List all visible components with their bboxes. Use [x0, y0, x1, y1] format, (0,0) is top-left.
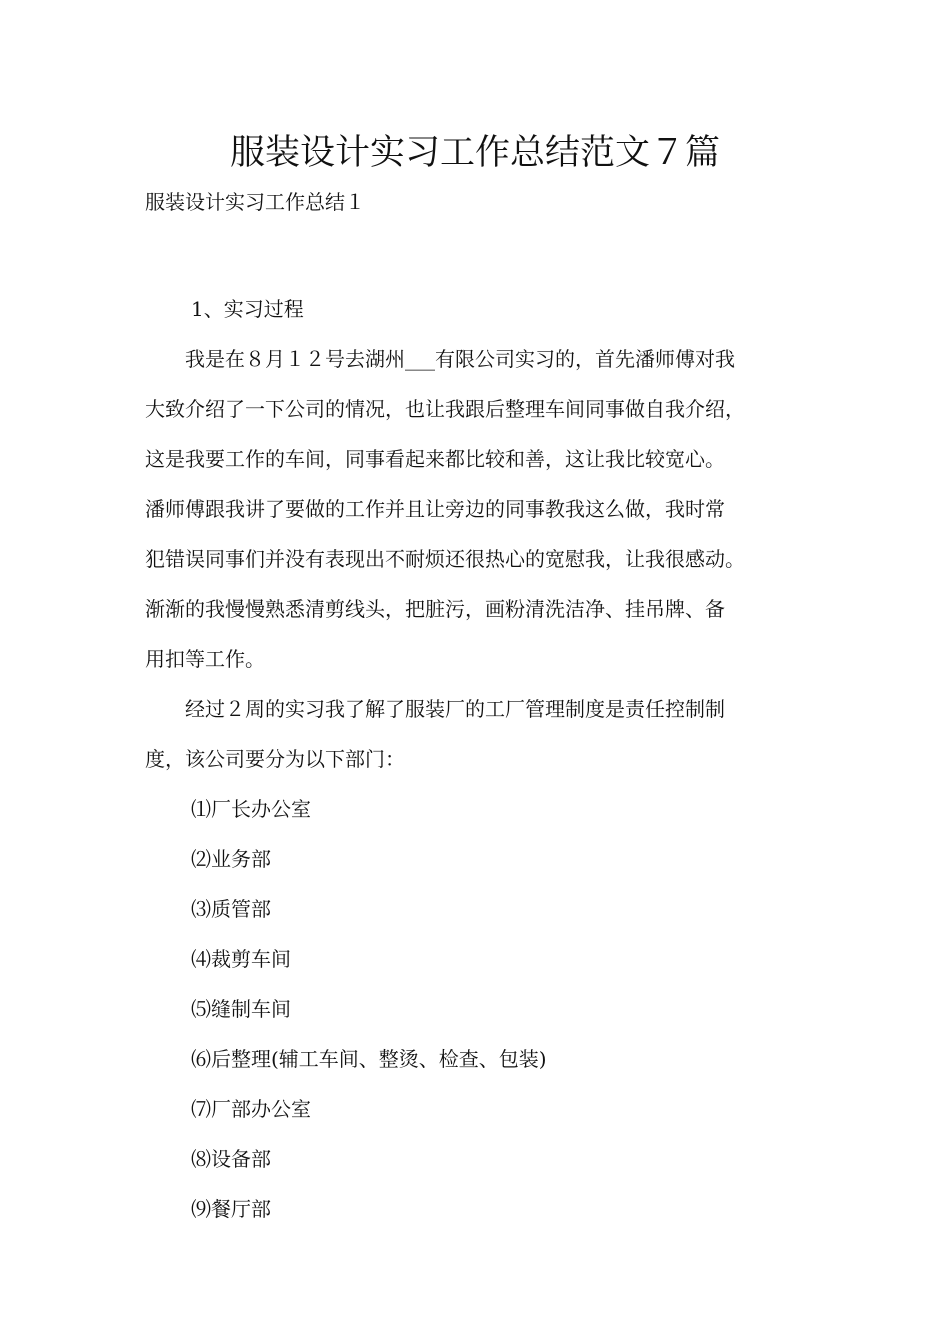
paragraph-line: 度，该公司要分为以下部门：: [145, 747, 405, 771]
paragraph-2: [145, 684, 835, 784]
paragraph-line: 用扣等工作。: [145, 647, 265, 671]
department-item: ⑷裁剪车间: [191, 947, 291, 971]
paragraph-1: [145, 334, 835, 684]
department-item: ⑶质管部: [191, 897, 271, 921]
paragraph-line: 渐渐的我慢慢熟悉清剪线头，把脏污，画粉清洗洁净、挂吊牌、备: [145, 597, 725, 621]
paragraph-line: 这是我要工作的车间，同事看起来都比较和善，这让我比较宽心。: [145, 447, 725, 471]
paragraph-line: 大致介绍了一下公司的情况，也让我跟后整理车间同事做自我介绍，: [145, 397, 745, 421]
paragraph-line: 我是在８月１２号去湖州___有限公司实习的，首先潘师傅对我: [185, 347, 735, 371]
paragraph-line: 潘师傅跟我讲了要做的工作并且让旁边的同事教我这么做，我时常: [145, 497, 725, 521]
department-item: ⑸缝制车间: [191, 997, 291, 1021]
section-heading: 1、实习过程: [191, 297, 304, 321]
document-subtitle: 服装设计实习工作总结１: [145, 190, 365, 214]
department-item: ⑺厂部办公室: [191, 1097, 311, 1121]
department-item: ⑵业务部: [191, 847, 271, 871]
department-list: [145, 784, 835, 1234]
paragraph-line: 犯错误同事们并没有表现出不耐烦还很热心的宽慰我，让我很感动。: [145, 547, 745, 571]
paragraph-line: 经过２周的实习我了解了服装厂的工厂管理制度是责任控制制: [185, 697, 725, 721]
document-body: [145, 284, 835, 1234]
department-item: ⑻设备部: [191, 1147, 271, 1171]
department-item: ⑼餐厅部: [191, 1197, 271, 1221]
department-item: ⑴厂长办公室: [191, 797, 311, 821]
department-item: ⑹后整理(辅工车间、整烫、检查、包装): [191, 1047, 547, 1071]
document-title: 服装设计实习工作总结范文７篇: [229, 133, 720, 173]
